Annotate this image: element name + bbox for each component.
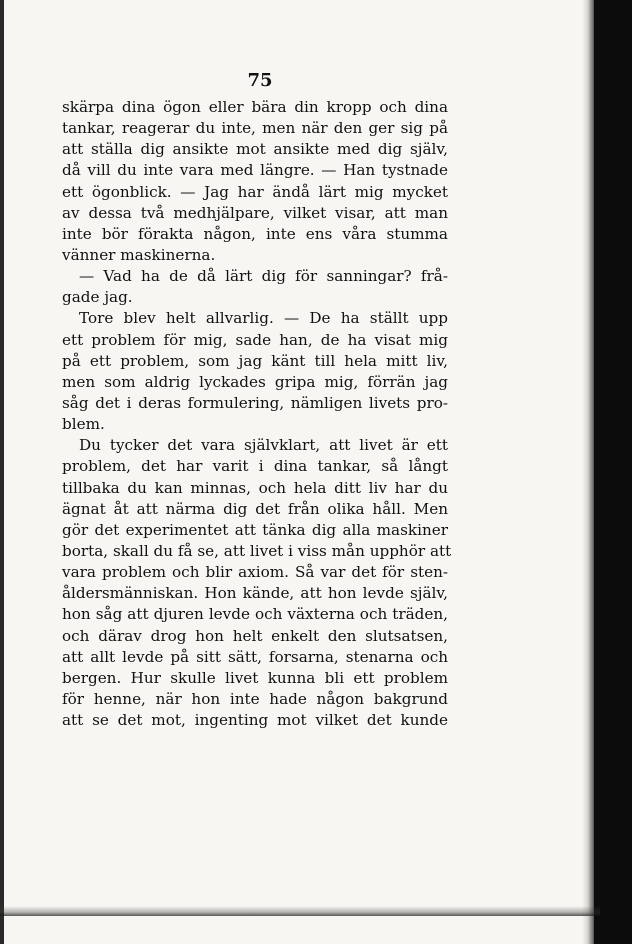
text-line: vara problem och blir axiom. Så var det för sten- [62, 563, 448, 582]
text-line: ett ögonblick. — Jag har ändå lärt mig mycket [62, 182, 448, 201]
text-line: att allt levde på sitt sätt, forsarna, stenarna och [62, 647, 448, 666]
text-line: att ställa dig ansikte mot ansikte med dig själv, [62, 140, 448, 159]
scan-left-edge [0, 0, 4, 944]
text-line: vänner maskinerna. [62, 245, 216, 264]
page-number: 75 [247, 70, 273, 91]
text-line: tillbaka du kan minnas, och hela ditt liv har du [62, 478, 448, 497]
text-line: gör det experimentet att tänka dig alla maskiner [62, 520, 448, 539]
text-line: bergen. Hur skulle livet kunna bli ett problem [62, 668, 448, 687]
text-line: men som aldrig lyckades gripa mig, förrän jag [62, 372, 448, 391]
text-line: blem. [62, 415, 105, 434]
text-line: Tore blev helt allvarlig. — De ha ställt upp [79, 309, 448, 328]
text-line: Du tycker det vara självklart, att livet är ett [79, 436, 448, 455]
text-line: då vill du inte vara med längre. — Han tystnade [62, 161, 448, 180]
text-line: borta, skall du få se, att livet i viss mån upphör att [62, 541, 452, 560]
text-line: skärpa dina ögon eller bära din kropp och dina [62, 98, 448, 116]
body-text [62, 97, 452, 731]
text-line: av dessa två medhjälpare, vilket visar, att man [62, 203, 448, 222]
text-line: åldersmänniskan. Hon kände, att hon levde själv, [62, 584, 448, 603]
text-line: att se det mot, ingenting mot vilket det kunde [62, 711, 448, 730]
text-line: hon såg att djuren levde och växterna och träden, [62, 605, 448, 624]
text-line: inte bör förakta någon, inte ens våra stumma [62, 224, 448, 243]
text-line: ett problem för mig, sade han, de ha visat mig [62, 330, 448, 349]
text-line: och därav drog hon helt enkelt den slutsatsen, [62, 626, 448, 645]
text-line: gade jag. [62, 288, 133, 307]
text-line: på ett problem, som jag känt till hela mitt liv, [62, 351, 448, 370]
scan-bottom-shadow [0, 906, 600, 916]
text-line: — Vad ha de då lärt dig för sanningar? frå- [79, 267, 448, 286]
scan-background-right [594, 0, 632, 944]
text-line: tankar, reagerar du inte, men när den ger sig på [62, 119, 448, 138]
text-line: problem, det har varit i dina tankar, så långt [62, 457, 448, 476]
text-line: såg det i deras formulering, nämligen livets pro- [62, 393, 448, 412]
text-line: för henne, när hon inte hade någon bakgrund [62, 689, 448, 708]
text-line: ägnat åt att närma dig det från olika håll. Men [62, 499, 448, 518]
